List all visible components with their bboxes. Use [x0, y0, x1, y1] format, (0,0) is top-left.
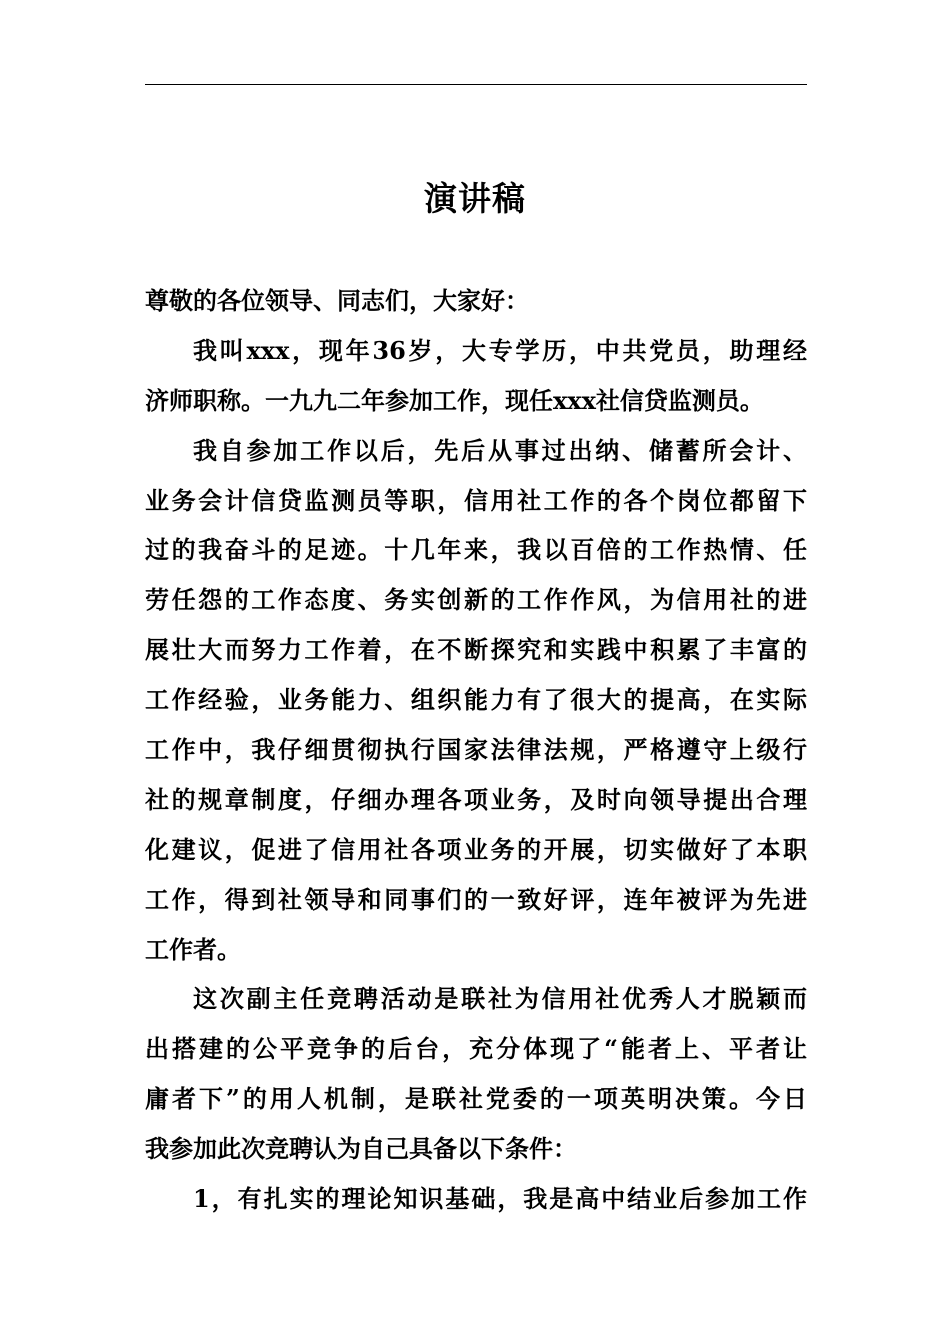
body-line: 化建议，促进了信用社各项业务的开展，切实做好了本职 [145, 834, 807, 864]
body-line: 工作，得到社领导和同事们的一致好评，连年被评为先进 [145, 884, 807, 914]
body-line: 展壮大而努力工作着，在不断探究和实践中积累了丰富的 [145, 635, 807, 665]
body-line: 这次副主任竞聘活动是联社为信用社优秀人才脱颖而 [193, 984, 807, 1014]
document-title: 演讲稿 [424, 179, 526, 218]
body-line: 1，有扎实的理论知识基础，我是高中结业后参加工作 [193, 1184, 807, 1214]
body-line: 社的规章制度，仔细办理各项业务，及时向领导提出合理 [145, 784, 807, 814]
body-lines [145, 326, 807, 1224]
body-line: 济师职称。一九九二年参加工作，现任xxx社信贷监测员。 [145, 385, 764, 415]
body-line: 我叫xxx，现年36岁，大专学历，中共党员，助理经 [193, 335, 807, 365]
body-line: 劳任怨的工作态度、务实创新的工作作风，为信用社的进 [145, 585, 807, 615]
greeting-line: 尊敬的各位领导、同志们，大家好： [145, 286, 529, 315]
body-line: 工作经验，业务能力、组织能力有了很大的提高，在实际 [145, 685, 807, 715]
body-line: 我自参加工作以后，先后从事过出纳、储蓄所会计、 [193, 435, 807, 465]
body-line: 我参加此次竞聘认为自己具备以下条件： [145, 1134, 577, 1164]
body-line: 工作中，我仔细贯彻执行国家法律法规，严格遵守上级行 [145, 735, 807, 765]
document-body [145, 276, 807, 1224]
body-line: 庸者下”的用人机制，是联社党委的一项英明决策。今日 [145, 1084, 807, 1114]
body-line: 业务会计信贷监测员等职，信用社工作的各个岗位都留下 [145, 485, 807, 515]
body-line: 过的我奋斗的足迹。十几年来，我以百倍的工作热情、任 [145, 535, 807, 565]
body-line: 工作者。 [145, 934, 241, 964]
header-rule [145, 84, 807, 85]
body-line: 出搭建的公平竞争的后台，充分体现了“能者上、平者让 [145, 1034, 807, 1064]
